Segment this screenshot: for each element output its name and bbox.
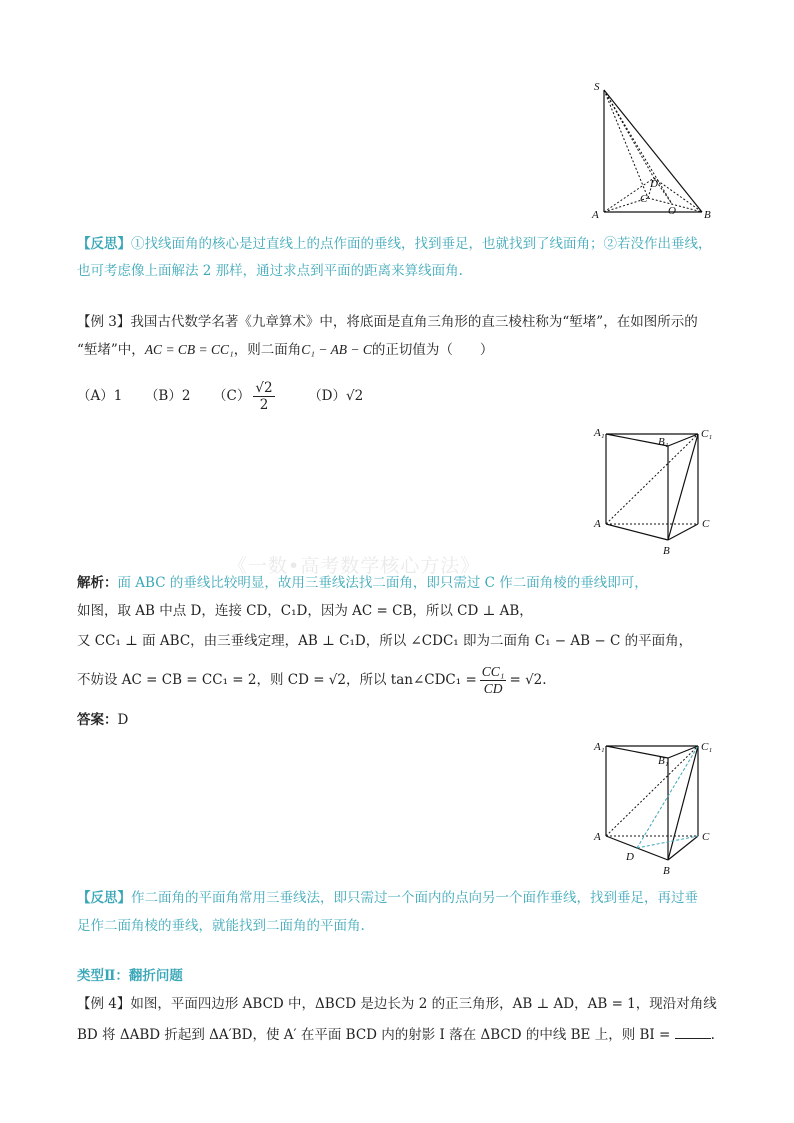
label-a1: A₁ — [594, 741, 605, 753]
label-a: A — [592, 209, 599, 221]
label-d: D — [626, 851, 634, 863]
example-3-text-2a: “堑堵”中， — [77, 342, 145, 358]
label-c1: C₁ — [701, 428, 713, 440]
option-b: （B）2 — [144, 388, 191, 404]
answer-label: 答案： — [77, 712, 118, 728]
solution-text-1: 面 ABC 的垂线比较明显，故用三垂线法找二面角，即只需过 C 作二面角棱的垂线即可， — [117, 575, 648, 591]
label-c: C — [640, 193, 648, 205]
tangent-fraction: $\frac{\text{CC₁}}{CD}$ — [481, 664, 505, 696]
answer-value: D — [117, 712, 129, 728]
label-a: A — [594, 831, 601, 843]
reflection-1-text-1: ①找线面角的核心是过直线上的点作面的垂线，找到垂足，也就找到了线面角；②若没作出垂线， — [131, 236, 712, 252]
label-s: S — [594, 81, 600, 93]
example-3-dihedral: C₁ − AB − C — [301, 342, 372, 357]
answer-blank — [675, 1024, 711, 1039]
label-c: C — [702, 518, 710, 530]
label-b1: B₁ — [658, 436, 669, 448]
solution-line-3: 又 CC₁ ⊥ 面 ABC，由三垂线定理，AB ⊥ C₁D，所以 ∠CDC₁ 即为二面角 C₁ − AB − C 的平面角， — [77, 633, 693, 649]
section-heading: 类型Ⅱ：翻折问题 — [77, 968, 183, 984]
example-3-tag: 【例 3】 — [77, 314, 131, 330]
pyramid-figure — [590, 78, 720, 226]
reflection-2-line-1 — [77, 888, 698, 908]
prism-figure — [590, 424, 720, 564]
solution-text-4a: 不妨设 AC = CB = CC₁ = 2，则 CD = √2，所以 tan∠CDC₁ = — [77, 672, 477, 688]
example-4-tag: 【例 4】 — [77, 996, 131, 1012]
label-c: C — [702, 831, 710, 843]
example-3-text-1: 我国古代数学名著《九章算术》中，将底面是直角三角形的直三棱柱称为“堑堵”，在如图所示的 — [130, 314, 698, 330]
example-3-line-1 — [77, 312, 698, 332]
reflection-2-tag: 【反思】 — [77, 890, 131, 906]
option-c: （C） $\frac{√2}{2}$ — [213, 380, 273, 413]
example-4-line-1 — [77, 994, 717, 1014]
example-3-text-2b: ，则二面角 — [233, 342, 302, 358]
reflection-2-text-1: 作二面角的平面角常用三垂线法，即只需过一个面内的点向另一个面作垂线，找到垂足，再过垂 — [131, 890, 698, 906]
example-3-options — [77, 380, 363, 413]
reflection-1-tag: 【反思】 — [77, 236, 131, 252]
example-4-end: . — [710, 1027, 715, 1043]
solution-tag: 解析： — [77, 575, 118, 591]
label-b: B — [704, 209, 711, 221]
label-b: B — [663, 545, 670, 557]
label-a1: A₁ — [594, 427, 605, 439]
solution-line-1 — [77, 573, 648, 593]
example-3-condition: AC = CB = CC₁ — [144, 342, 234, 357]
example-4-text-2: BD 将 ΔABD 折起到 ΔA′BD，使 A′ 在平面 BCD 内的射影 I 落在 ΔBCD 的中线 BE 上，则 BI = — [77, 1027, 671, 1043]
reflection-2-line-2: 足作二面角棱的垂线，就能找到二面角的平面角. — [77, 918, 365, 934]
reflection-1-line-2: 也可考虑像上面解法 2 那样，通过求点到平面的距离来算线面角. — [77, 263, 463, 279]
prism-with-midpoint-figure — [590, 736, 720, 882]
label-b1: B₁ — [658, 755, 669, 767]
example-4-text-1: 如图，平面四边形 ABCD 中，ΔBCD 是边长为 2 的正三角形，AB ⊥ AD，AB = 1，现沿对角线 — [130, 996, 717, 1012]
solution-text-4b: = √2. — [509, 672, 547, 688]
solution-line-2: 如图，取 AB 中点 D，连接 CD，C₁D，因为 AC = CB，所以 CD ⊥ AB， — [77, 603, 533, 619]
reflection-1-line-1 — [77, 234, 712, 254]
watermark: 《一数•高考数学核心方法》 — [228, 555, 481, 577]
example-3-text-2c: 的正切值为（ ） — [371, 342, 494, 358]
label-a: A — [594, 518, 601, 530]
label-b: B — [663, 865, 670, 877]
answer-line — [77, 710, 128, 730]
label-o: O — [668, 205, 676, 217]
label-d: D — [650, 178, 658, 190]
example-4-line-2 — [77, 1024, 715, 1045]
option-a: （A）1 — [77, 388, 123, 404]
solution-line-4 — [77, 663, 547, 697]
option-d: （D）√2 — [308, 388, 364, 404]
label-c1: C₁ — [701, 741, 713, 753]
example-3-line-2 — [77, 340, 493, 360]
